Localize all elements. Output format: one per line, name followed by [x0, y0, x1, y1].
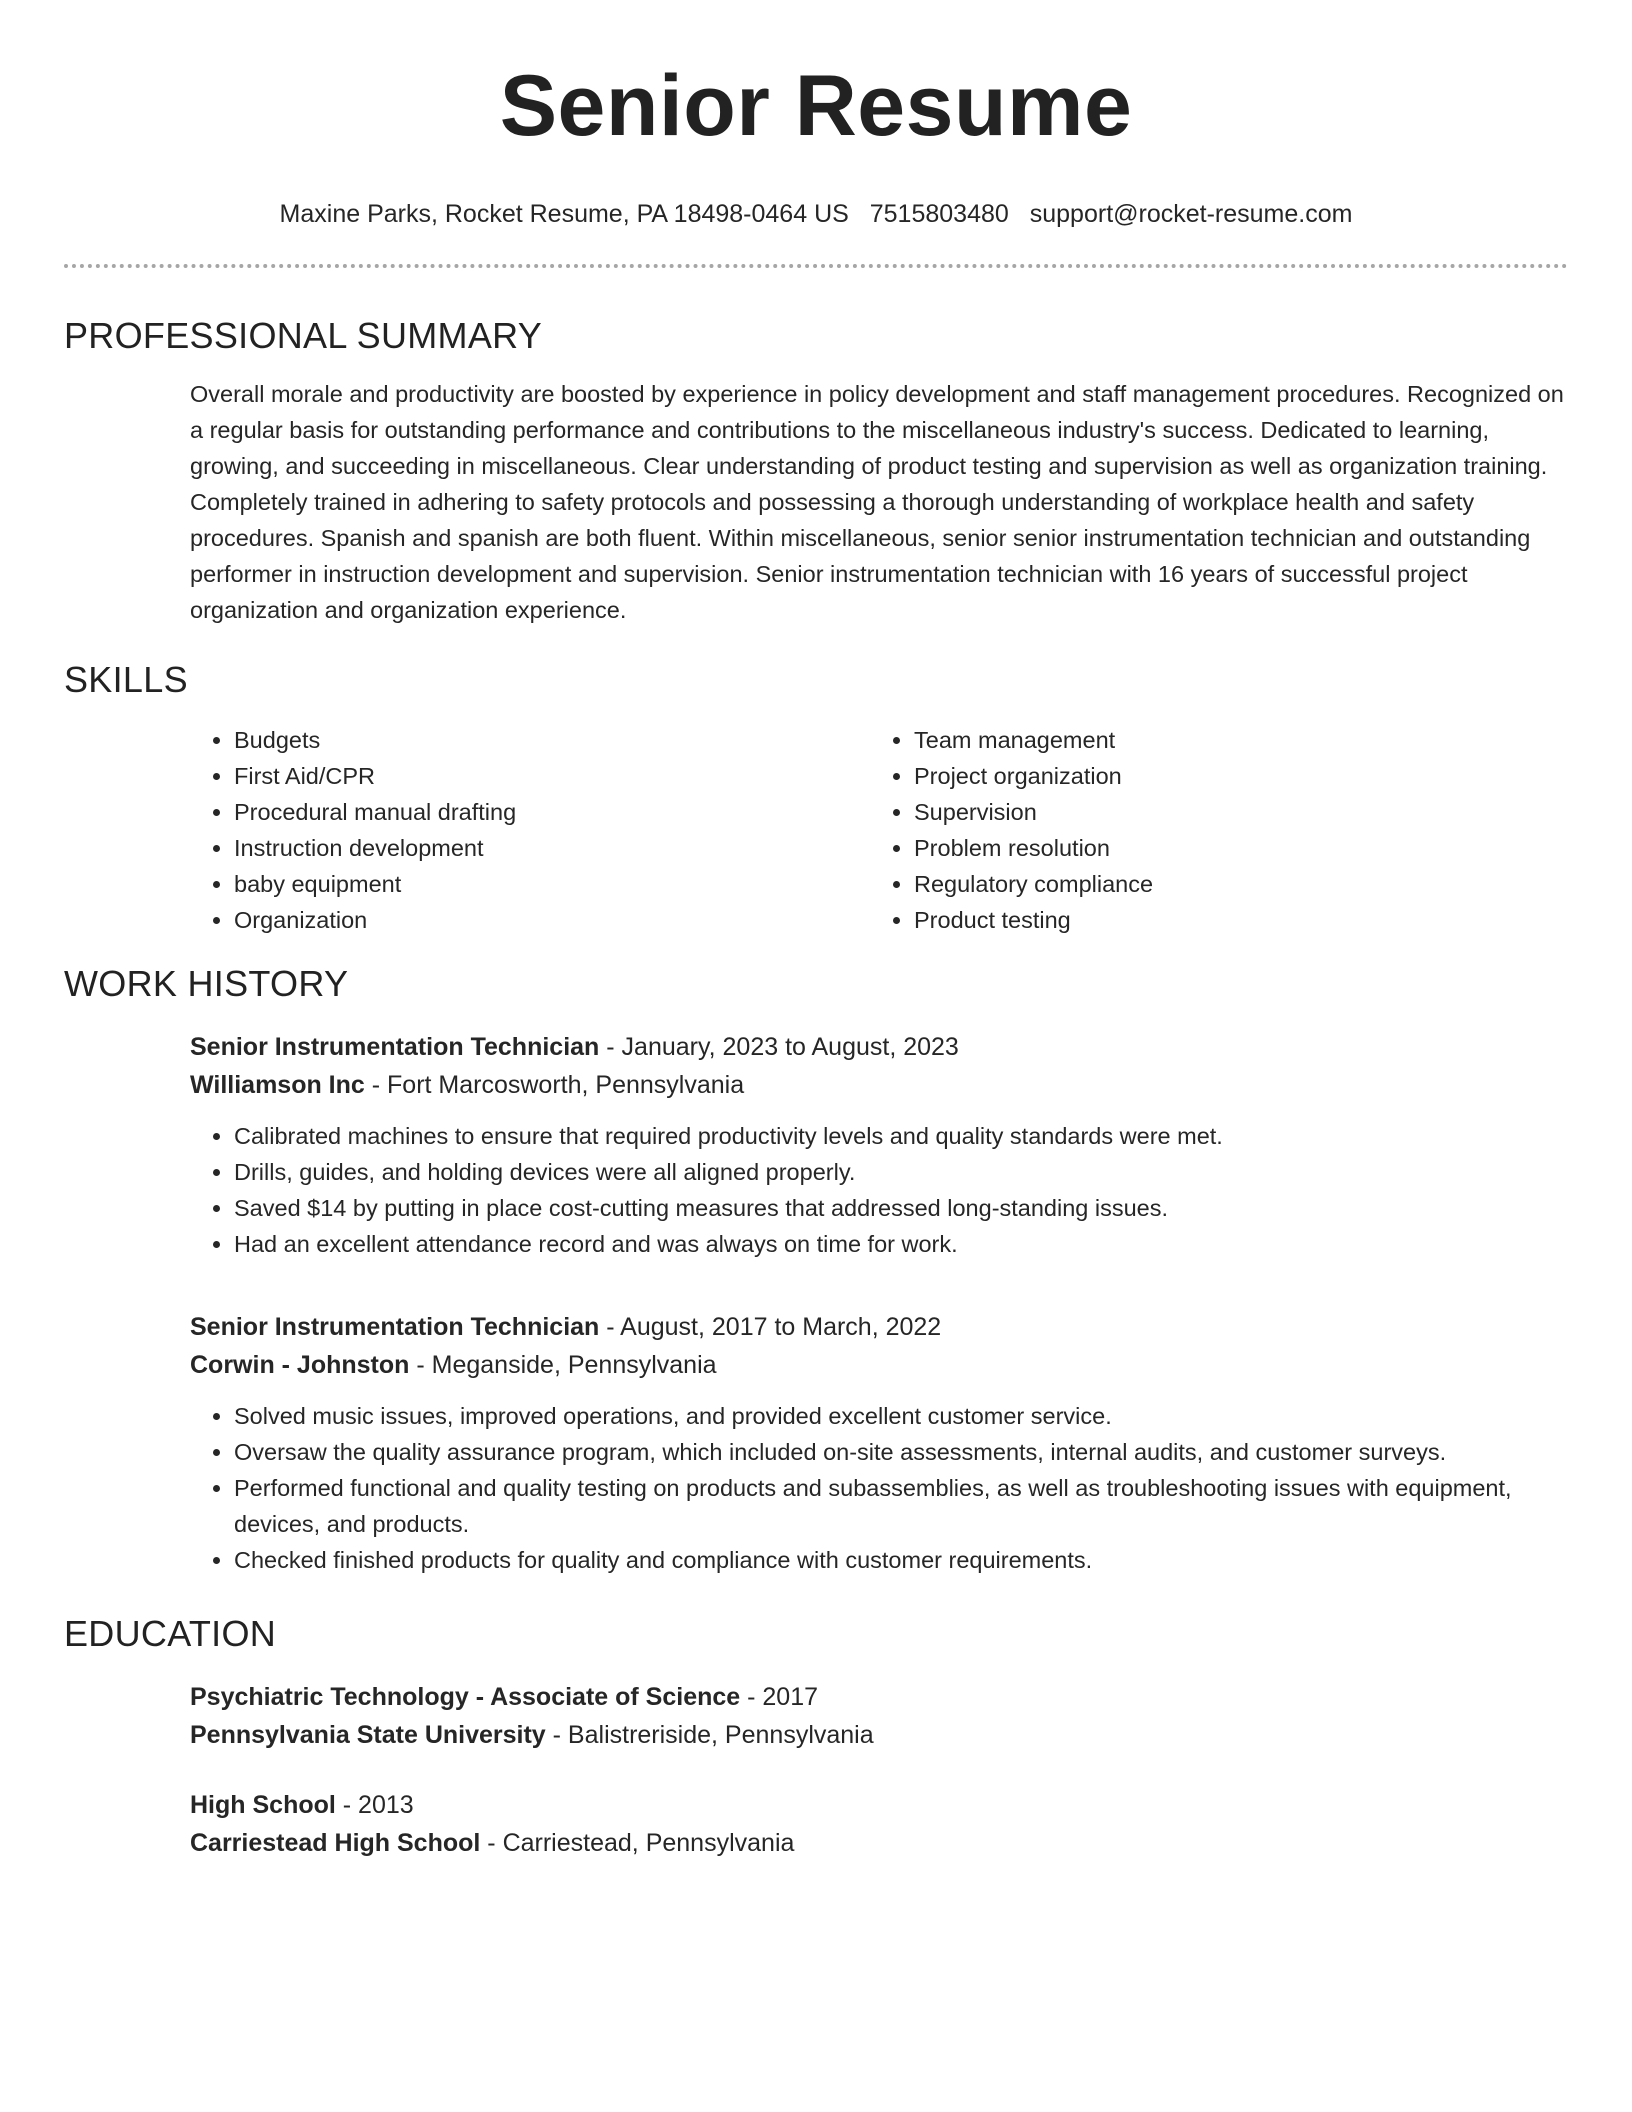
job-duties-list — [190, 1118, 1568, 1262]
skill-item: • Problem resolution — [914, 830, 1550, 866]
header-divider — [64, 264, 1568, 268]
education-degree: Psychiatric Technology - Associate of Science — [190, 1683, 741, 1711]
education-heading: EDUCATION — [64, 1613, 277, 1654]
skill-item: • First Aid/CPR — [234, 758, 870, 794]
job-dates: - January, 2023 to August, 2023 — [599, 1033, 959, 1061]
resume-title: Senior Resume — [499, 58, 1133, 154]
education-entry — [190, 1678, 1568, 1754]
education-location: - Carriestead, Pennsylvania — [480, 1829, 795, 1857]
job-duty: • Solved music issues, improved operations, and provided excellent customer service. — [234, 1398, 1568, 1434]
job-duty: • Saved $14 by putting in place cost-cutting measures that addressed long-standing issues. — [234, 1190, 1568, 1226]
skill-item: • Instruction development — [234, 830, 870, 866]
contact-line — [64, 198, 1568, 230]
education-school-line — [190, 1716, 1568, 1754]
job-location: - Meganside, Pennsylvania — [409, 1351, 717, 1379]
job-duty: • Calibrated machines to ensure that required productivity levels and quality standards were met. — [234, 1118, 1568, 1154]
summary-heading: PROFESSIONAL SUMMARY — [64, 315, 543, 356]
job-dates: - August, 2017 to March, 2022 — [599, 1313, 942, 1341]
education-degree: High School — [190, 1791, 336, 1819]
job-company-line — [190, 1066, 1568, 1104]
skill-item: • Budgets — [234, 722, 870, 758]
job-duty: • Checked finished products for quality and compliance with customer requirements. — [234, 1542, 1568, 1578]
job-company-line — [190, 1346, 1568, 1384]
job-location: - Fort Marcosworth, Pennsylvania — [364, 1071, 745, 1099]
skill-item: • Team management — [914, 722, 1550, 758]
skills-column-right — [870, 722, 1550, 938]
summary-text: Overall morale and productivity are boosted by experience in policy development and staff management procedures. Recognized on a regular basis for outstanding performance and contributions to the miscellaneous industry's success. Dedicated to learning, growing, and succeeding in miscellaneous. Clear understanding of product testing and supervision as well as organization training. Completely trained in adhering to safety protocols and possessing a thorough understanding of workplace health and safety procedures. Spanish and spanish are both fluent. Within miscellaneous, senior senior instrumentation technician and outstanding performer in instruction development and supervision. Senior instrumentation technician with 16 years of successful project organization and organization experience. — [190, 381, 1564, 623]
education-school: Carriestead High School — [190, 1829, 481, 1857]
contact-address: Maxine Parks, Rocket Resume, PA 18498-0464 US — [279, 200, 849, 228]
skill-item: • Procedural manual drafting — [234, 794, 870, 830]
job-entry — [190, 1028, 1568, 1262]
contact-email[interactable]: support@rocket-resume.com — [1029, 200, 1353, 228]
skills-column-left — [190, 722, 870, 938]
job-duty: • Oversaw the quality assurance program, which included on-site assessments, internal audits, and customer surveys. — [234, 1434, 1568, 1470]
education-degree-line — [190, 1678, 1568, 1716]
education-school: Pennsylvania State University — [190, 1721, 546, 1749]
skills-heading: SKILLS — [64, 659, 188, 700]
skill-item: • Project organization — [914, 758, 1550, 794]
education-year: - 2013 — [335, 1791, 414, 1819]
contact-phone: 7515803480 — [869, 200, 1009, 228]
skill-item: • Regulatory compliance — [914, 866, 1550, 902]
job-entry — [190, 1308, 1568, 1578]
job-title: Senior Instrumentation Technician — [190, 1313, 600, 1341]
education-year: - 2017 — [740, 1683, 819, 1711]
work-history-heading: WORK HISTORY — [64, 963, 349, 1004]
education-location: - Balistreriside, Pennsylvania — [545, 1721, 874, 1749]
skill-item: • Supervision — [914, 794, 1550, 830]
skill-item: • Organization — [234, 902, 870, 938]
skill-item: • baby equipment — [234, 866, 870, 902]
job-company: Williamson Inc — [190, 1071, 365, 1099]
job-title: Senior Instrumentation Technician — [190, 1033, 600, 1061]
skill-item: • Product testing — [914, 902, 1550, 938]
job-company: Corwin - Johnston — [190, 1351, 410, 1379]
job-duty: • Performed functional and quality testing on products and subassemblies, as well as troubleshooting issues with equipment, devices, and products. — [234, 1470, 1568, 1542]
education-degree-line — [190, 1786, 1568, 1824]
skills-list — [190, 722, 1568, 938]
education-school-line — [190, 1824, 1568, 1862]
job-duty: • Drills, guides, and holding devices were all aligned properly. — [234, 1154, 1568, 1190]
job-duty: • Had an excellent attendance record and was always on time for work. — [234, 1226, 1568, 1262]
job-role-line — [190, 1308, 1568, 1346]
education-entry — [190, 1786, 1568, 1862]
job-role-line — [190, 1028, 1568, 1066]
job-duties-list — [190, 1398, 1568, 1578]
